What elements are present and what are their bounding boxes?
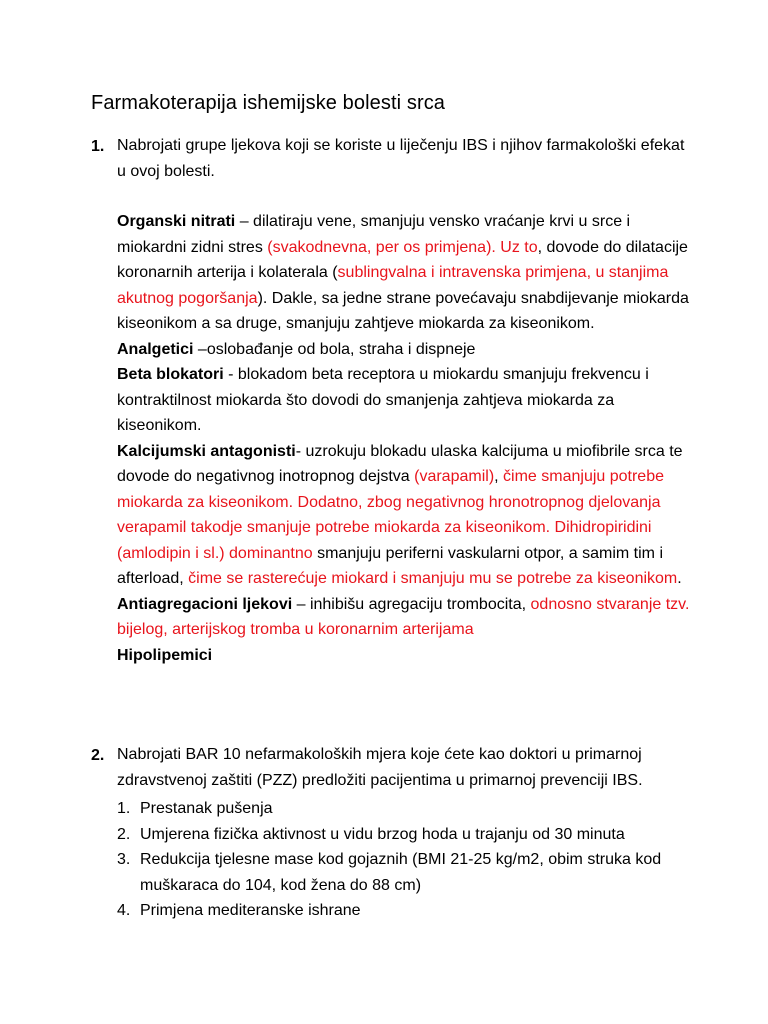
highlight-segment: (varapamil) bbox=[414, 468, 495, 485]
list-item-number: 3. bbox=[117, 851, 131, 868]
term-kalcijumski-antagonisti: Kalcijumski antagonisti bbox=[117, 442, 296, 460]
measures-list bbox=[117, 796, 697, 924]
drug-groups-section bbox=[117, 209, 697, 668]
paragraph-organski-nitrati bbox=[117, 209, 697, 337]
paragraph-antiagregacioni-ljekovi bbox=[117, 592, 697, 643]
list-item bbox=[117, 898, 697, 924]
question-2-text: Nabrojati BAR 10 nefarmakoloških mjera koje ćete kao doktori u primarnoj zdravstvenoj zaštiti (PZZ) predložiti pacijentima u primarnoj prevenciji IBS. bbox=[117, 746, 643, 789]
list-item-number: 4. bbox=[117, 902, 131, 919]
list-item bbox=[117, 847, 697, 898]
term-antiagregacioni-ljekovi: Antiagregacioni ljekovi bbox=[117, 595, 293, 613]
question-1-text: Nabrojati grupe ljekova koji se koriste u liječenju IBS i njihov farmakološki efekat u ovoj bolesti. bbox=[117, 137, 685, 180]
paragraph-beta-blokatori bbox=[117, 362, 697, 439]
list-item-text: Primjena mediteranske ishrane bbox=[140, 902, 361, 919]
highlight-segment: sublingvalna i intravenska primjena, u stanjima akutnog pogoršanja bbox=[117, 264, 669, 307]
list-item bbox=[117, 796, 697, 822]
question-2-number: 2. bbox=[91, 747, 105, 764]
list-item-text: Umjerena fizička aktivnost u vidu brzog hoda u trajanju od 30 minuta bbox=[140, 825, 625, 843]
text-segment: smanjuju periferni vaskularni otpor, a samim tim i afterload, bbox=[117, 544, 664, 587]
highlight-segment: čime se rasterećuje miokard i smanjuju mu se potrebe za kiseonikom bbox=[188, 570, 678, 587]
text-segment: –oslobađanje od bola, straha i dispneje bbox=[193, 340, 476, 358]
text-segment: – inhibišu agregaciju trombocita, bbox=[292, 595, 531, 613]
text-segment: ). Dakle, sa jedne strane povećavaju snabdijevanje miokarda kiseonikom a sa druge, smanjuju zahtjeve miokarda za kiseonikom. bbox=[117, 289, 689, 332]
term-organski-nitrati: Organski nitrati bbox=[117, 213, 236, 230]
paragraph-kalcijumski-antagonisti bbox=[117, 439, 697, 592]
page-title: Farmakoterapija ishemijske bolesti srca bbox=[91, 92, 446, 114]
highlight-segment: (svakodnevna, per os primjena). Uz to bbox=[267, 238, 538, 256]
text-segment: , bbox=[494, 468, 504, 485]
list-item bbox=[117, 822, 697, 848]
text-segment: – dilatiraju vene, smanjuju vensko vraćanje krvi u srce i miokardni zidni stres bbox=[117, 213, 631, 256]
text-segment: . bbox=[677, 570, 682, 587]
highlight-segment: odnosno stvaranje tzv. bijelog, arterijskog tromba u koronarnim arterijama bbox=[117, 595, 690, 638]
highlight-segment: čime smanjuju potrebe miokarda za kiseonikom. Dodatno, zbog negativnog hronotropnog djelovanja verapamil takodje smanjuje potrebe miokarda za kiseonikom. Dihidropiridini (amlodipin i sl.) dominantno bbox=[117, 468, 664, 562]
list-item-text: Prestanak pušenja bbox=[140, 800, 273, 817]
list-item-text: Redukcija tjelesne mase kod gojaznih (BMI 21-25 kg/m2, obim struka kod muškaraca do 104, kod žena do 88 cm) bbox=[140, 851, 662, 894]
paragraph-hipolipemici bbox=[117, 643, 697, 669]
text-segment: , dovode do dilatacije koronarnih arterija i kolaterala ( bbox=[117, 238, 688, 281]
text-segment: - blokadom beta receptora u miokardu smanjuju frekvencu i kontraktilnost miokarda što dovodi do smanjenja zahtjeva miokarda za kiseonikom. bbox=[117, 366, 649, 434]
term-beta-blokatori: Beta blokatori bbox=[117, 366, 224, 383]
text-segment: - uzrokuju blokadu ulaska kalcijuma u miofibrile srca te dovode do negativnog inotropnog dejstva bbox=[117, 442, 683, 485]
paragraph-analgetici bbox=[117, 337, 697, 363]
question-1-number: 1. bbox=[91, 138, 105, 155]
list-item-number: 1. bbox=[117, 800, 131, 817]
list-item-number: 2. bbox=[117, 825, 131, 843]
term-hipolipemici: Hipolipemici bbox=[117, 646, 213, 664]
term-analgetici: Analgetici bbox=[117, 340, 194, 358]
